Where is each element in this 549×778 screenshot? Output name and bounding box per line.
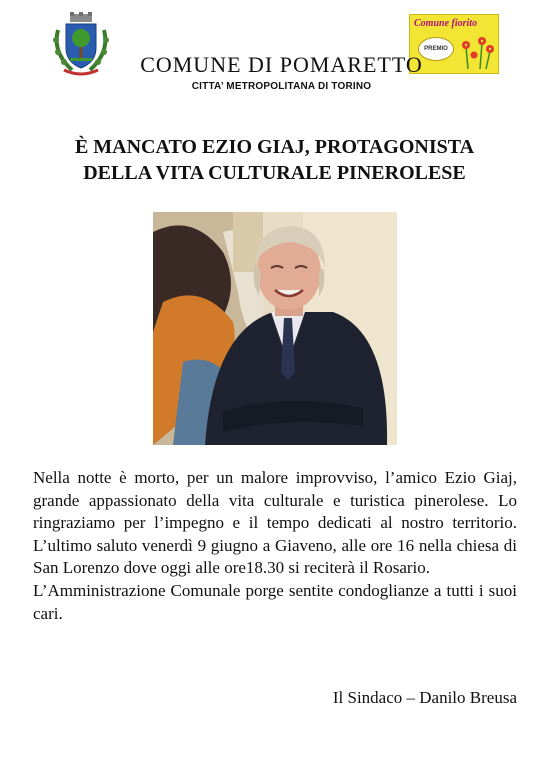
- headline-line-1: È MANCATO EZIO GIAJ, PROTAGONISTA: [74, 136, 475, 158]
- body-paragraph-2: L’Amministrazione Comunale porge sentite condoglianze a tutti i suoi cari.: [33, 580, 517, 623]
- premio-seal: PREMIO: [418, 37, 454, 61]
- badge-title: Comune fiorito: [414, 18, 478, 29]
- headline-line-2: DELLA VITA CULTURALE PINEROLESE: [83, 162, 466, 184]
- portrait-photo: [153, 212, 397, 445]
- signature: Il Sindaco – Danilo Breusa: [332, 688, 517, 707]
- body-paragraph-1: Nella notte è morto, per un malore improvviso, l’amico Ezio Giaj, grande appassionato della vita culturale e turistica pinerolese. Lo ringraziamo per l’impegno e il tempo dedicati al nostro territorio. L’ultimo saluto venerdì 9 giugno a Giaveno, alle ore 16 nella chiesa di San Lorenzo dove oggi alle ore18.30 si reciterà il Rosario.: [33, 468, 517, 578]
- body-text: [33, 467, 517, 625]
- headline: [20, 134, 529, 186]
- org-subtitle: CITTA’ METROPOLITANA DI TORINO: [191, 81, 372, 92]
- org-name: COMUNE DI POMARETTO: [140, 52, 423, 77]
